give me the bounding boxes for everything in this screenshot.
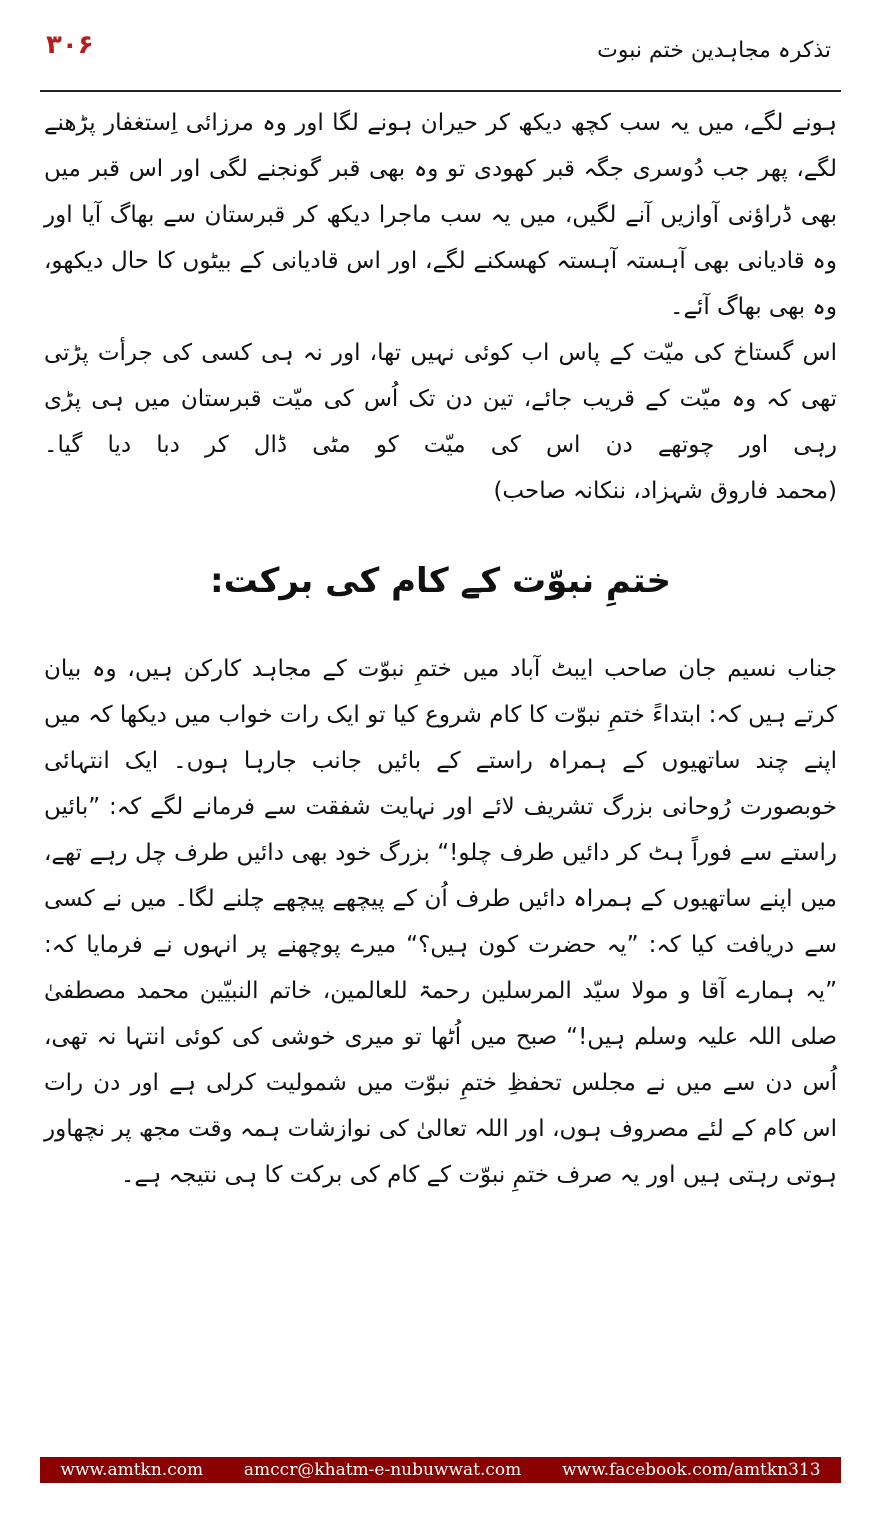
- footer-bar: [40, 1457, 841, 1483]
- paragraph-2-text: اس گستاخ کی میّت کے پاس اب کوئی نہیں تھا، اور نہ ہی کسی کی جرأت پڑتی تھی کہ وہ میّت کے قریب جائے، تین دن تک اُس کی میّت قبرستان میں ہی پڑی رہی اور چوتھے دن اس کی میّت کو مٹی ڈال کر دبا دیا گیا۔: [44, 340, 837, 458]
- book-title: تذکرہ مجاہدین ختم نبوت: [597, 38, 831, 63]
- paragraph-2: [44, 330, 837, 514]
- paragraph-1: ہونے لگے، میں یہ سب کچھ دیکھ کر حیران ہونے لگا اور وہ مرزائی اِستغفار پڑھنے لگے، پھر جب دُوسری جگہ قبر کھودی تو وہ بھی قبر گونجنے لگی اور اس قبر میں بھی ڈراؤنی آوازیں آنے لگیں، میں یہ سب ماجرا دیکھ کر قبرستان سے بھاگ آیا اور وہ قادیانی بھی آہستہ آہستہ کھسکنے لگے، اور اس قادیانی کے بیٹوں کا حال دیکھو، وہ بھی بھاگ آئے۔: [44, 110, 837, 320]
- footer-facebook-link[interactable]: www.facebook.com/amtkn313: [562, 1460, 821, 1480]
- paragraph-2-credit: (محمد فاروق شہزاد، ننکانہ صاحب): [493, 478, 837, 504]
- section-heading: ختمِ نبوّت کے کام کی برکت:: [210, 561, 671, 601]
- paragraph-3: جناب نسیم جان صاحب ایبٹ آباد میں ختمِ نبوّت کے مجاہد کارکن ہیں، وہ بیان کرتے ہیں کہ: ابتداءً ختمِ نبوّت کا کام شروع کیا تو ایک رات خواب میں دیکھا کہ میں اپنے چند ساتھیوں کے ہمراہ راستے کے بائیں جانب جارہا ہوں۔ ایک انتہائی خوبصورت رُوحانی بزرگ تشریف لائے اور نہایت شفقت سے فرمانے لگے کہ: ”بائیں راستے سے فوراً ہٹ کر دائیں طرف چلو!“ بزرگ خود بھی دائیں طرف چل رہے تھے، میں اپنے ساتھیوں کے ہمراہ دائیں طرف اُن کے پیچھے پیچھے چلنے لگا۔ میں نے کسی سے دریافت کیا کہ: ”یہ حضرت کون ہیں؟“ میرے پوچھنے پر انہوں نے فرمایا کہ: ”یہ ہمارے آقا و مولا سیّد المرسلین رحمۃ للعالمین، خاتم النبیّین محمد مصطفیٰ صلی اللہ علیہ وسلم ہیں!“ صبح میں اُٹھا تو میری خوشی کی کوئی انتہا نہ تھی، اُس دن سے میں نے مجلس تحفظِ ختمِ نبوّت میں شمولیت کرلی ہے اور دن رات اس کام کے لئے مصروف ہوں، اور اللہ تعالیٰ کی نوازشات ہمہ وقت مجھ پر نچھاور ہوتی رہتی ہیں اور یہ صرف ختمِ نبوّت کے کام کی برکت کا ہی نتیجہ ہے۔: [44, 656, 837, 1188]
- footer-website-link[interactable]: www.amtkn.com: [60, 1460, 204, 1480]
- page-number: ۳۰۶: [46, 30, 94, 60]
- footer-email-link[interactable]: amccr@khatm-e-nubuwwat.com: [243, 1460, 522, 1480]
- header-divider: [40, 90, 841, 92]
